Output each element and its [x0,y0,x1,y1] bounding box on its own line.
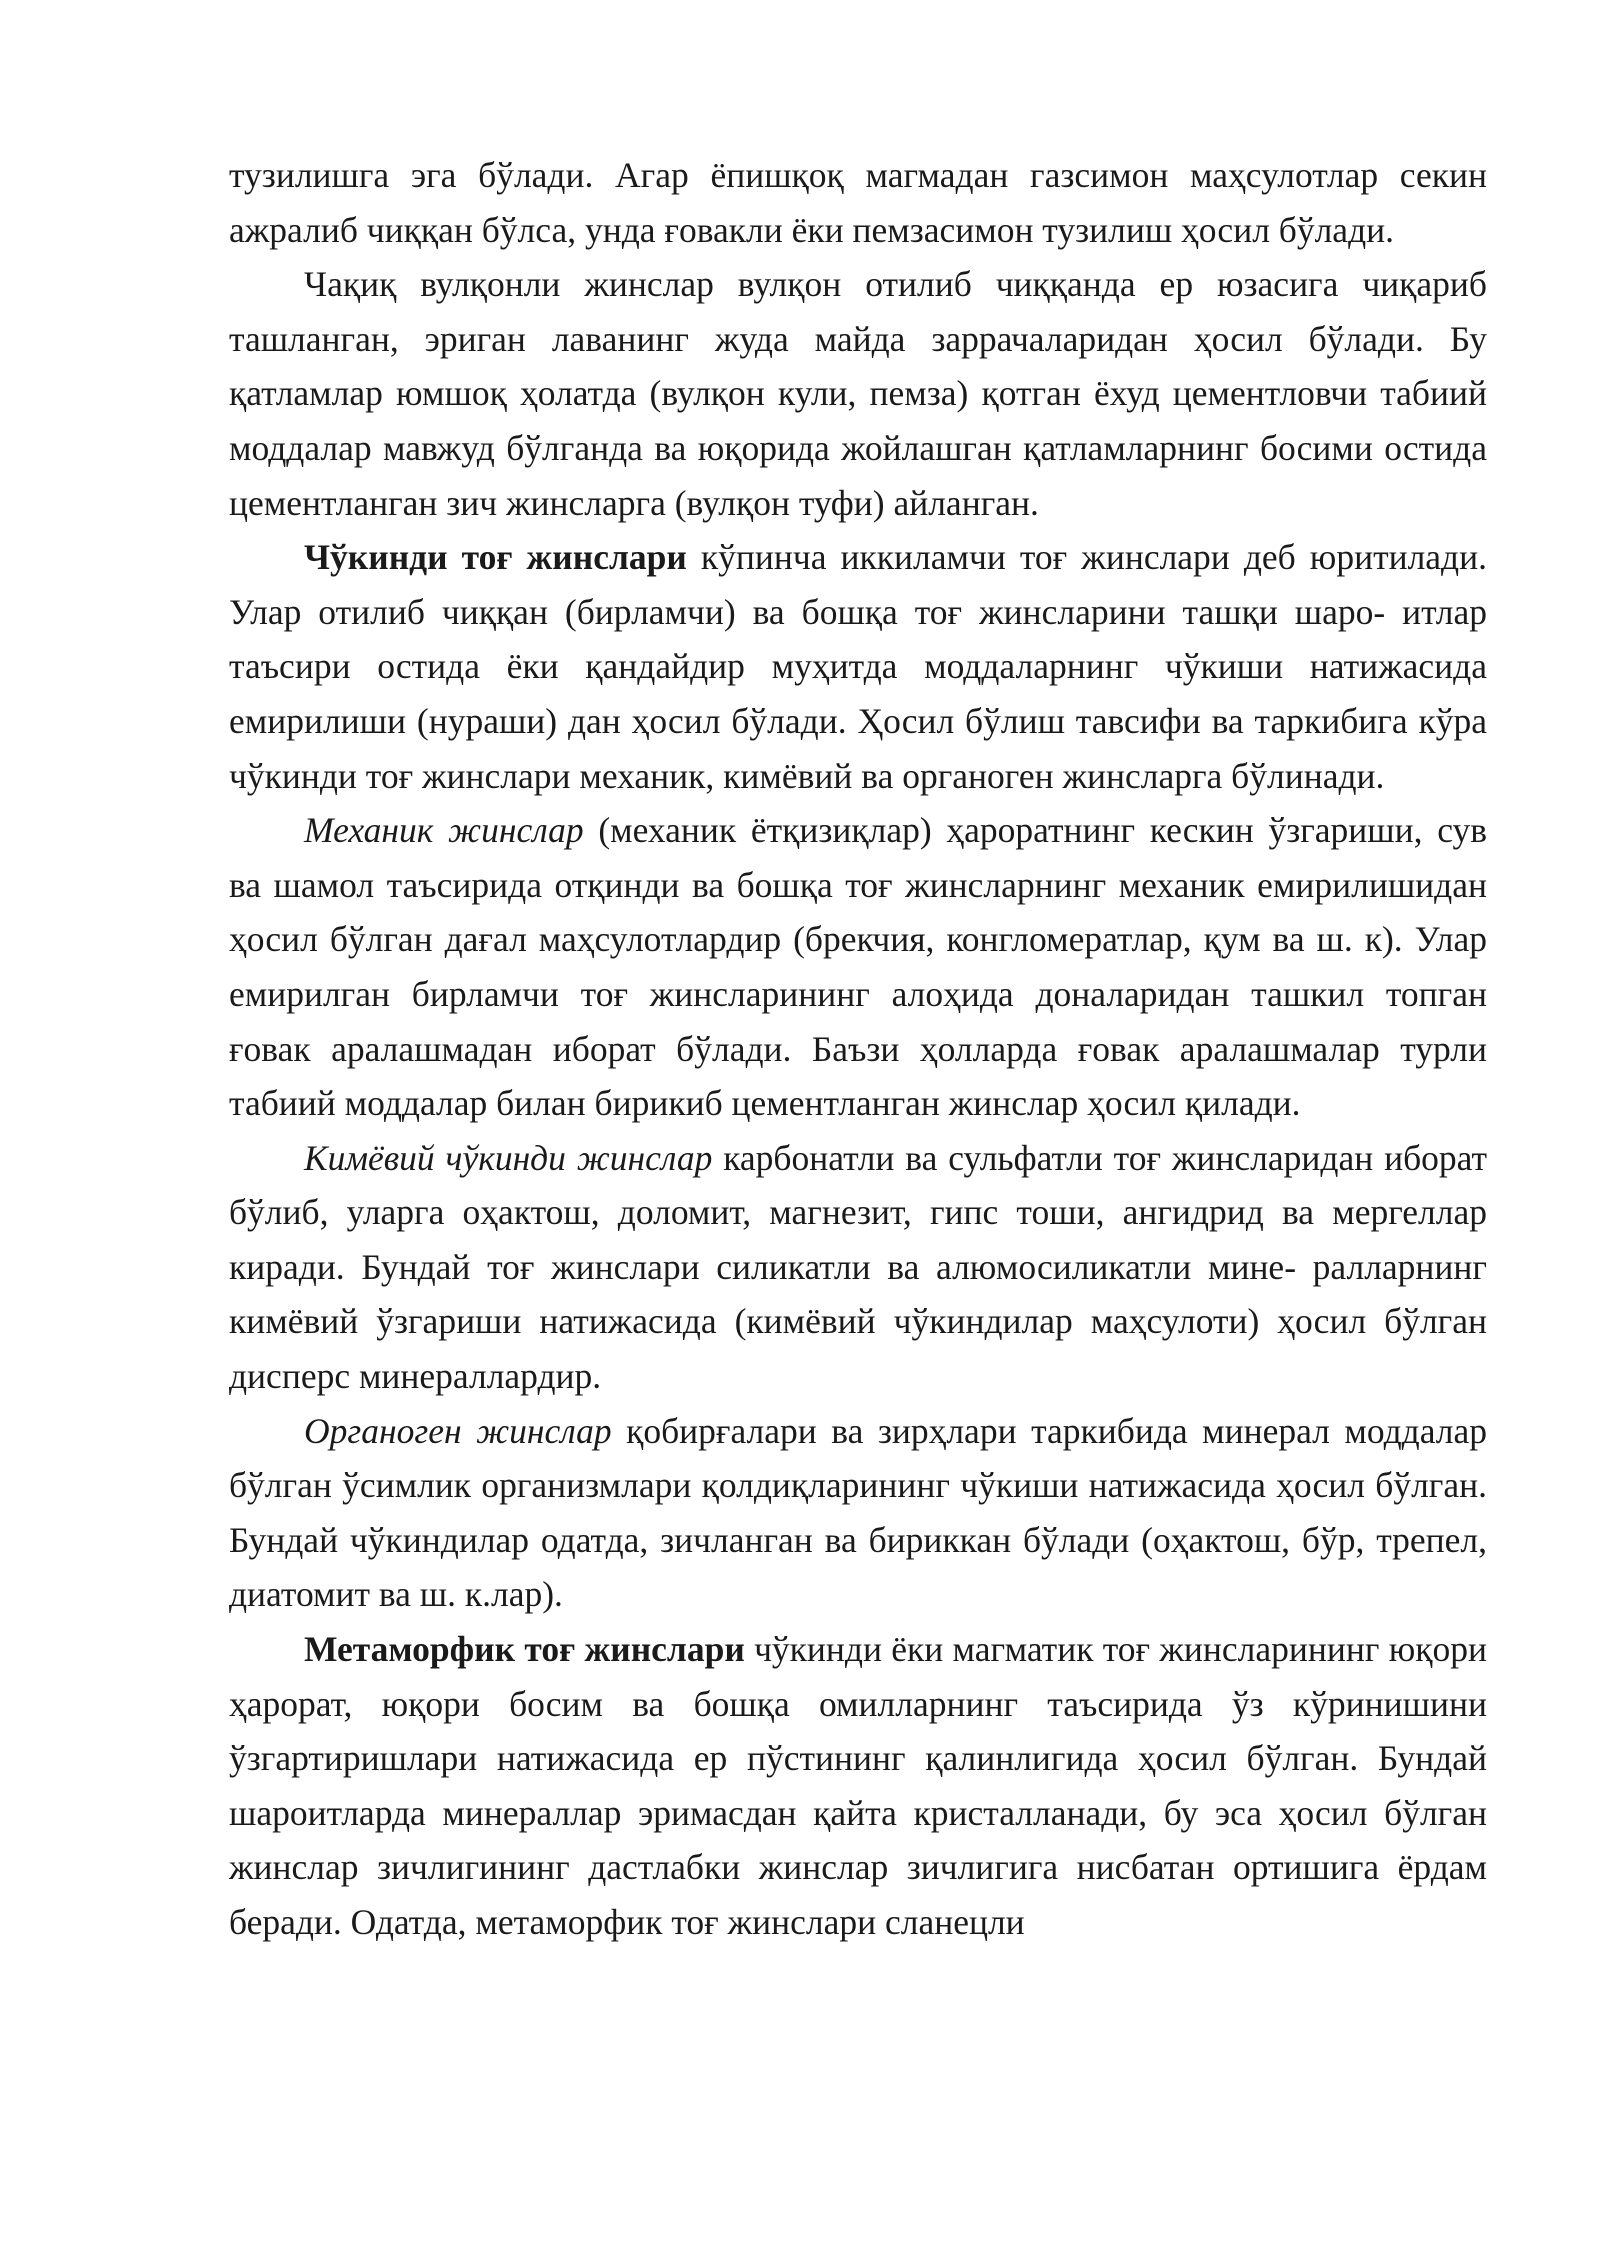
term-heading: Органоген жинслар [304,1410,612,1451]
paragraph [229,530,1487,803]
paragraph [229,1622,1487,1950]
paragraph-text: тузилишга эга бўлади. Агар ёпишқоқ магмадан газсимон маҳсулотлар секин ажралиб чиққан бўлса, унда ғовакли ёки пемзасимон тузилиш ҳосил бўлади. [229,155,1487,250]
paragraph-text: (механик ётқизиқлар) ҳароратнинг кескин ўзгариши, сув ва шамол таъсирида отқинди ва бошқа тоғ жинсларнинг механик емирилишидан ҳосил бўлган дағал маҳсулотлардир (брекчия, конгломератлар, қум ва ш. к). Улар емирилган бирламчи тоғ жинсларининг алоҳида доналаридан ташкил топган ғовак аралашмадан иборат бўлади. Баъзи ҳолларда ғовак аралашмалар турли табиий моддалар билан бирикиб цементланган жинслар ҳосил қилади. [229,810,1488,1124]
document-body [229,148,1487,1950]
paragraph-text: карбонатли ва сульфатли тоғ жинсларидан иборат бўлиб, уларга оҳактош, доломит, магнезит, гипс тоши, ангидрид ва мергеллар киради. Бундай тоғ жинслари силикатли ва алюмосиликатли мине- ралларнинг кимёвий ўзгариши натижасида (кимёвий чўкиндилар маҳсулоти) ҳосил бўлган дисперс минераллардир. [229,1137,1487,1397]
paragraph [229,1404,1487,1622]
term-heading: Чўкинди тоғ жинслари [304,537,687,578]
paragraph-text: қобирғалари ва зирҳлари таркибида минерал моддалар бўлган ўсимлик организмлари қолдиқларининг чўкиши натижасида ҳосил бўлган. Бундай чўкиндилар одатда, зичланган ва бириккан бўлади (оҳактош, бўр, трепел, диатомит ва ш. к.лар). [229,1410,1487,1615]
paragraph [229,257,1487,530]
paragraph-text: кўпинча иккиламчи тоғ жинслари деб юритилади. Улар отилиб чиққан (бирламчи) ва бошқа тоғ жинсларини ташқи шаро- итлар таъсири остида ёки қандайдир муҳитда моддаларнинг чўкиши натижасида емирилиши (нураши) дан ҳосил бўлади. Ҳосил бўлиш тавсифи ва таркибига кўра чўкинди тоғ жинслари механик, кимёвий ва органоген жинсларга бўлинади. [229,537,1487,796]
term-heading: Механик жинслар [304,810,584,851]
term-heading: Кимёвий чўкинди жинслар [304,1137,713,1178]
paragraph [229,803,1487,1131]
paragraph-text: чўкинди ёки магматик тоғ жинсларининг юқори ҳарорат, юқори босим ва бошқа омилларнинг таъсирида ўз кўринишини ўзгартиришлари натижасида ер пўстининг қалинлигида ҳосил бўлган. Бундай шароитларда минераллар эримасдан қайта кристалланади, бу эса ҳосил бўлган жинслар зичлигининг дастлабки жинслар зичлигига нисбатан ортишига ёрдам беради. Одатда, метаморфик тоғ жинслари сланецли [229,1629,1487,1942]
paragraph-text: Чақиқ вулқонли жинслар вулқон отилиб чиққанда ер юзасига чиқариб ташланган, эриган лаванинг жуда майда заррачаларидан ҳосил бўлади. Бу қатламлар юмшоқ ҳолатда (вулқон кули, пемза) қотган ёхуд цементловчи табиий моддалар мавжуд бўлганда ва юқорида жойлашган қатламларнинг босими остида цементланган зич жинсларга (вулқон туфи) айланган. [229,264,1487,523]
paragraph [229,148,1487,257]
paragraph [229,1131,1487,1404]
term-heading: Метаморфик тоғ жинслари [304,1629,745,1670]
